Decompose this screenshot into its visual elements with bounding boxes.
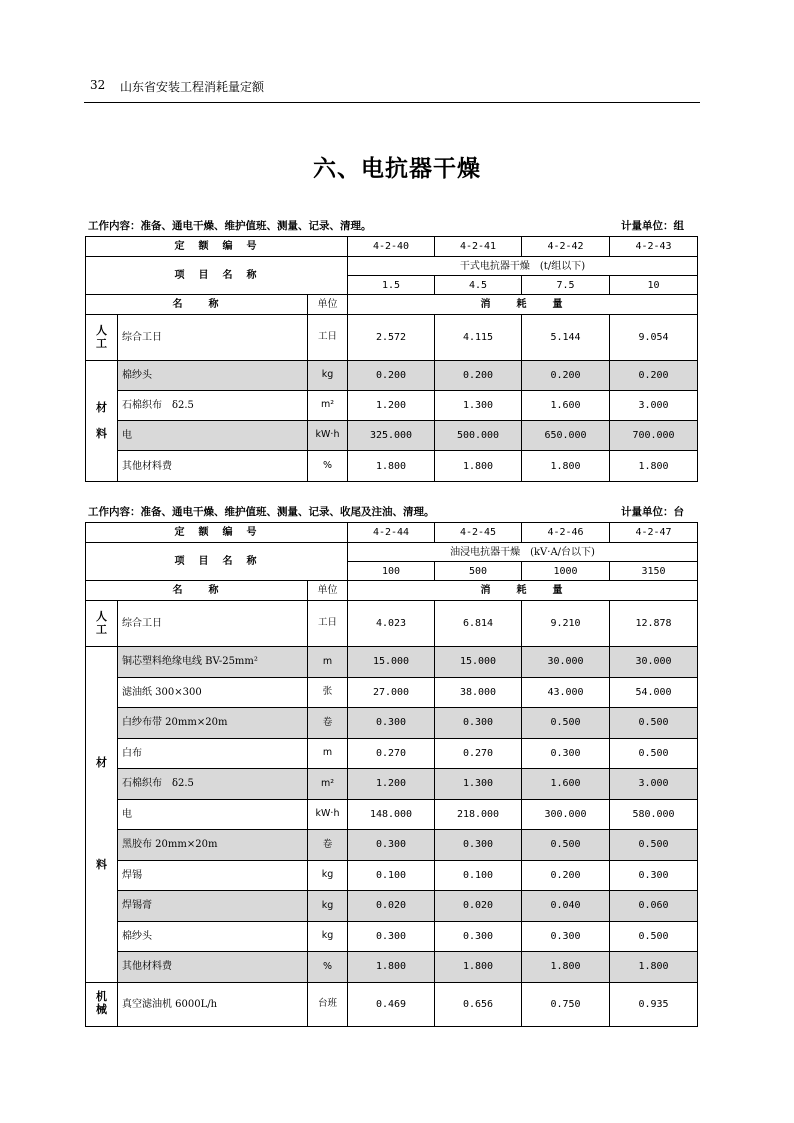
item-unit: kg: [308, 361, 348, 391]
item-value: 0.300: [435, 708, 522, 739]
item-name: 综合工日: [118, 601, 308, 647]
section-title: 六、电抗器干燥: [313, 156, 481, 182]
category-material: [86, 647, 118, 983]
item-value: 1.800: [522, 952, 610, 983]
item-name: 电: [118, 421, 308, 451]
category-material-bottom: 料: [96, 858, 107, 872]
item-unit: m: [308, 647, 348, 678]
category-labor: 人工: [86, 315, 118, 361]
item-value: 0.300: [348, 708, 435, 739]
work-content-2: [88, 504, 684, 519]
column-unit-header: 单位: [308, 581, 348, 601]
item-value: 0.656: [435, 982, 522, 1026]
spec-value: 3150: [610, 562, 698, 581]
item-value: 0.750: [522, 982, 610, 1026]
item-value: 300.000: [522, 799, 610, 830]
quota-number-label: 定 额 编 号: [86, 237, 348, 257]
item-value: 4.115: [435, 315, 522, 361]
item-value: 0.500: [610, 738, 698, 769]
item-name: 综合工日: [118, 315, 308, 361]
item-name: 其他材料费: [118, 451, 308, 482]
item-value: 3.000: [610, 391, 698, 421]
item-value: 0.935: [610, 982, 698, 1026]
material-row: [86, 708, 698, 739]
item-value: 650.000: [522, 421, 610, 451]
quota-code: 4-2-42: [522, 237, 610, 257]
quota-code: 4-2-47: [610, 523, 698, 543]
item-value: 15.000: [435, 647, 522, 678]
spec-value: 4.5: [435, 276, 522, 295]
item-value: 0.500: [522, 708, 610, 739]
item-value: 4.023: [348, 601, 435, 647]
quota-code: 4-2-44: [348, 523, 435, 543]
item-value: 0.020: [435, 891, 522, 922]
item-name: 焊锡: [118, 860, 308, 891]
material-row: [86, 860, 698, 891]
item-value: 1.200: [348, 391, 435, 421]
category-material-top: 材: [96, 756, 107, 770]
material-row: [86, 677, 698, 708]
item-unit: 张: [308, 677, 348, 708]
material-row: [86, 799, 698, 830]
item-value: 0.060: [610, 891, 698, 922]
item-value: 9.210: [522, 601, 610, 647]
item-value: 218.000: [435, 799, 522, 830]
measure-unit: 计量单位：台: [621, 506, 684, 518]
item-value: 0.270: [435, 738, 522, 769]
item-unit: m²: [308, 769, 348, 800]
item-value: 2.572: [348, 315, 435, 361]
item-unit: 卷: [308, 708, 348, 739]
item-name: 黑胶布 20mm×20m: [118, 830, 308, 861]
quota-code: 4-2-43: [610, 237, 698, 257]
item-value: 9.054: [610, 315, 698, 361]
item-value: 1.800: [522, 451, 610, 482]
spec-value: 500: [435, 562, 522, 581]
item-unit: m²: [308, 391, 348, 421]
item-name: 真空滤油机 6000L/h: [118, 982, 308, 1026]
item-name: 棉纱头: [118, 921, 308, 952]
item-value: 0.100: [435, 860, 522, 891]
item-value: 0.100: [348, 860, 435, 891]
quota-code: 4-2-46: [522, 523, 610, 543]
item-value: 0.300: [610, 860, 698, 891]
item-value: 0.200: [435, 361, 522, 391]
category-labor: 人工: [86, 601, 118, 647]
item-unit: kg: [308, 860, 348, 891]
item-unit: kg: [308, 921, 348, 952]
material-row: [86, 647, 698, 678]
item-value: 0.200: [522, 860, 610, 891]
item-value: 1.300: [435, 769, 522, 800]
material-row: [86, 891, 698, 922]
item-name-label: 项 目 名 称: [86, 257, 348, 295]
page-header: [84, 72, 700, 103]
item-value: 0.200: [610, 361, 698, 391]
item-unit: 工日: [308, 315, 348, 361]
item-unit: m: [308, 738, 348, 769]
item-name: 焊锡膏: [118, 891, 308, 922]
item-value: 0.300: [522, 738, 610, 769]
column-name-header: 名 称: [86, 581, 308, 601]
item-unit: kW·h: [308, 421, 348, 451]
quota-code: 4-2-45: [435, 523, 522, 543]
item-value: 0.500: [610, 708, 698, 739]
item-unit: 卷: [308, 830, 348, 861]
quota-table-2: [85, 522, 698, 1027]
item-value: 0.469: [348, 982, 435, 1026]
spec-value: 1000: [522, 562, 610, 581]
item-value: 1.600: [522, 769, 610, 800]
item-value: 15.000: [348, 647, 435, 678]
column-unit-header: 单位: [308, 295, 348, 315]
item-unit: %: [308, 952, 348, 983]
item-value: 0.300: [348, 921, 435, 952]
item-value: 1.300: [435, 391, 522, 421]
work-content-1: [88, 218, 684, 233]
item-name-label: 项 目 名 称: [86, 543, 348, 581]
item-value: 30.000: [610, 647, 698, 678]
quota-code: 4-2-41: [435, 237, 522, 257]
spec-value: 100: [348, 562, 435, 581]
item-value: 1.800: [348, 952, 435, 983]
item-value: 0.500: [522, 830, 610, 861]
category-machine: 机械: [86, 982, 118, 1026]
item-value: 6.814: [435, 601, 522, 647]
item-value: 0.200: [522, 361, 610, 391]
quota-table-1: [85, 236, 698, 482]
item-value: 0.300: [522, 921, 610, 952]
category-material: [86, 361, 118, 482]
item-unit: kg: [308, 891, 348, 922]
book-title: 山东省安装工程消耗量定额: [120, 80, 265, 94]
item-name: 石棉织布 δ2.5: [118, 769, 308, 800]
column-name-header: 名 称: [86, 295, 308, 315]
measure-unit: 计量单位：组: [621, 220, 684, 232]
item-value: 27.000: [348, 677, 435, 708]
item-unit: kW·h: [308, 799, 348, 830]
quota-number-label: 定 额 编 号: [86, 523, 348, 543]
item-value: 500.000: [435, 421, 522, 451]
item-value: 0.270: [348, 738, 435, 769]
item-value: 0.300: [435, 921, 522, 952]
item-unit: %: [308, 451, 348, 482]
item-name: 滤油纸 300×300: [118, 677, 308, 708]
work-content-text: 工作内容：准备、通电干燥、维护值班、测量、记录、清理。: [88, 220, 372, 232]
item-value: 38.000: [435, 677, 522, 708]
item-value: 0.500: [610, 921, 698, 952]
item-value: 43.000: [522, 677, 610, 708]
work-content-text: 工作内容：准备、通电干燥、维护值班、测量、记录、收尾及注油、清理。: [88, 506, 435, 518]
category-material-top: 材: [96, 400, 107, 414]
spec-value: 7.5: [522, 276, 610, 295]
spec-value: 10: [610, 276, 698, 295]
item-value: 54.000: [610, 677, 698, 708]
item-value: 1.800: [610, 952, 698, 983]
item-value: 148.000: [348, 799, 435, 830]
item-unit: 台班: [308, 982, 348, 1026]
item-value: 700.000: [610, 421, 698, 451]
item-value: 5.144: [522, 315, 610, 361]
item-value: 0.300: [435, 830, 522, 861]
item-name: 石棉织布 δ2.5: [118, 391, 308, 421]
item-value: 0.200: [348, 361, 435, 391]
page-number: 32: [90, 78, 106, 92]
category-material-bottom: 料: [96, 427, 107, 440]
quota-code: 4-2-40: [348, 237, 435, 257]
material-row: [86, 952, 698, 983]
item-value: 3.000: [610, 769, 698, 800]
item-name: 白纱布带 20mm×20m: [118, 708, 308, 739]
item-value: 1.800: [610, 451, 698, 482]
item-value: 1.800: [435, 952, 522, 983]
item-value: 0.300: [348, 830, 435, 861]
item-value: 1.800: [348, 451, 435, 482]
item-value: 1.600: [522, 391, 610, 421]
item-value: 1.200: [348, 769, 435, 800]
column-qty-header: 消 耗 量: [348, 295, 698, 315]
item-value: 0.040: [522, 891, 610, 922]
item-name: 棉纱头: [118, 361, 308, 391]
item-value: 1.800: [435, 451, 522, 482]
material-row: [86, 830, 698, 861]
item-name: 白布: [118, 738, 308, 769]
item-unit: 工日: [308, 601, 348, 647]
item-value: 0.020: [348, 891, 435, 922]
item-value: 30.000: [522, 647, 610, 678]
item-value: 580.000: [610, 799, 698, 830]
spec-title: 油浸电抗器干燥 (kV·A/台以下): [348, 543, 698, 562]
material-row: [86, 921, 698, 952]
spec-title: 干式电抗器干燥 (t/组以下): [348, 257, 698, 276]
item-value: 0.500: [610, 830, 698, 861]
column-qty-header: 消 耗 量: [348, 581, 698, 601]
item-name: 铜芯塑料绝缘电线 BV-25mm²: [118, 647, 308, 678]
item-name: 其他材料费: [118, 952, 308, 983]
item-name: 电: [118, 799, 308, 830]
item-value: 325.000: [348, 421, 435, 451]
material-row: [86, 738, 698, 769]
material-row: [86, 769, 698, 800]
spec-value: 1.5: [348, 276, 435, 295]
item-value: 12.878: [610, 601, 698, 647]
